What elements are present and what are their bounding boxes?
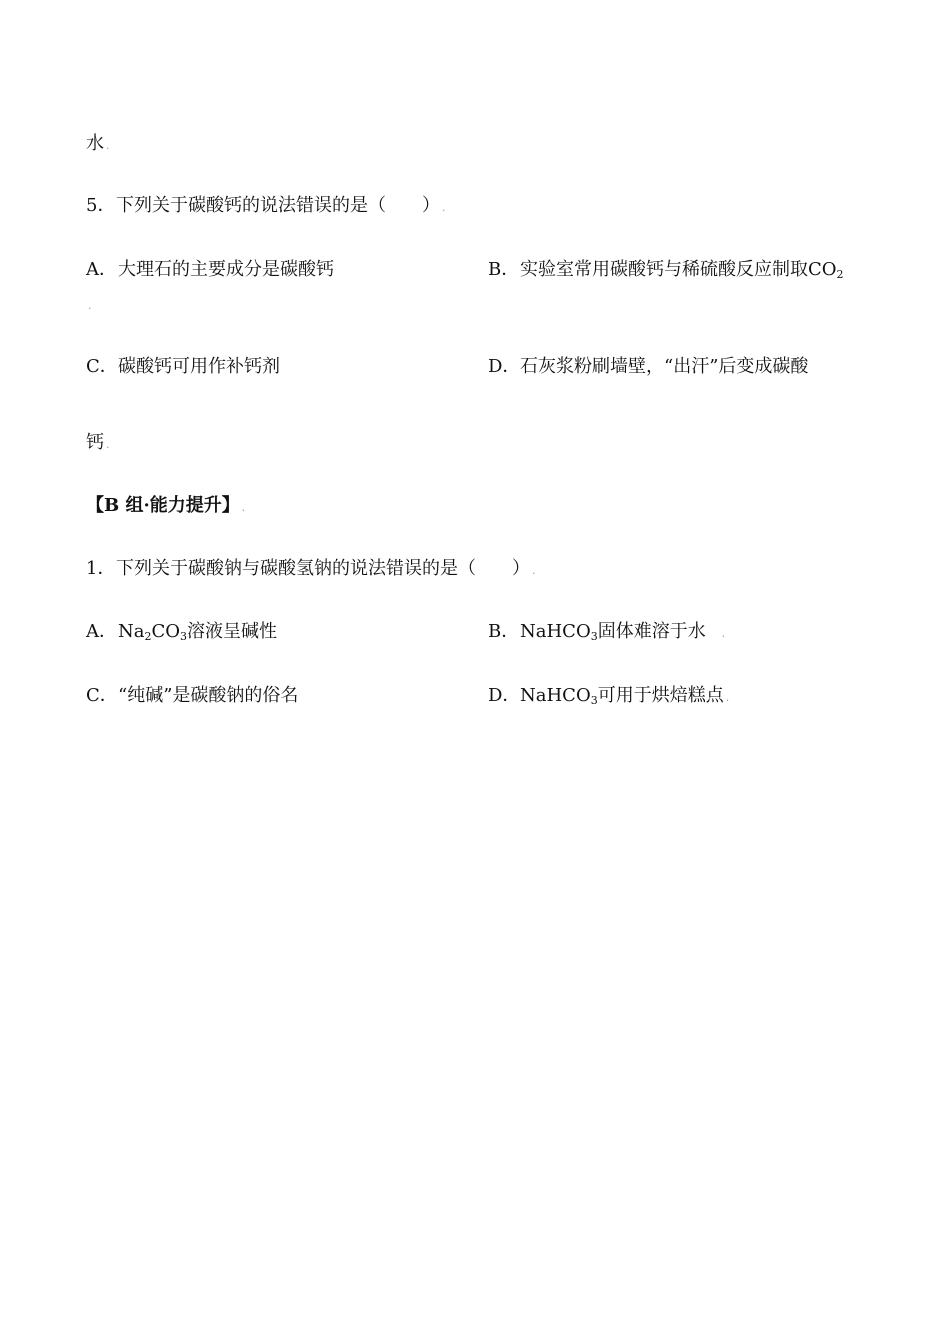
option-text: 实验室常用碳酸钙与稀硫酸反应制取 xyxy=(520,259,808,280)
option-text: 石灰浆粉刷墙壁，“出汗”后变成碳酸 xyxy=(520,356,809,377)
paragraph-mark: . xyxy=(106,438,110,451)
paragraph-mark: . xyxy=(241,501,246,514)
chemical-formula: NaHCO$_3$ xyxy=(520,685,598,707)
question-number: 5． xyxy=(86,195,116,216)
chemical-formula: NaHCO$_3$ xyxy=(520,621,598,643)
option-letter: C． xyxy=(86,356,118,377)
option-text: 大理石的主要成分是碳酸钙 xyxy=(118,259,334,280)
option-text: 溶液呈碱性 xyxy=(187,621,278,642)
option-d xyxy=(488,355,808,379)
option-c xyxy=(86,684,298,708)
paragraph-mark: . xyxy=(442,201,446,214)
option-letter: B． xyxy=(488,621,520,642)
option-d xyxy=(488,684,729,710)
continued-text-fragment: 水 . xyxy=(86,133,110,154)
option-letter: A． xyxy=(86,621,117,642)
option-letter: C． xyxy=(86,685,118,706)
option-text: 可用于烘焙糕点 xyxy=(597,685,724,706)
option-letter: D． xyxy=(488,685,521,706)
paragraph-mark: . xyxy=(721,627,726,640)
option-letter: A． xyxy=(86,259,117,280)
option-b xyxy=(488,258,844,282)
section-title: 【B 组·能力提升】 xyxy=(86,495,240,516)
question-1-stem xyxy=(86,557,536,583)
chemical-formula: $Na_2CO_3$ xyxy=(118,621,188,643)
paragraph-mark: . xyxy=(106,139,110,152)
option-c xyxy=(86,355,280,379)
paragraph-mark: . xyxy=(88,299,92,312)
option-d-continuation: 钙 . xyxy=(86,432,110,453)
option-a xyxy=(86,258,334,282)
option-b-mark-line xyxy=(86,292,92,318)
question-5-stem xyxy=(86,194,446,220)
option-text: 碳酸钙可用作补钙剂 xyxy=(118,356,280,377)
chemical-formula: $CO_2$ xyxy=(808,259,844,281)
option-b xyxy=(488,620,725,646)
paragraph-mark: . xyxy=(725,691,730,704)
question-text: 下列关于碳酸钙的说法错误的是（ ） xyxy=(116,195,440,216)
option-letter: D． xyxy=(488,356,521,377)
paragraph-mark: . xyxy=(532,564,536,577)
option-text: 固体难溶于水 xyxy=(597,621,706,642)
section-b-heading xyxy=(86,494,245,520)
option-text: “纯碱”是碳酸钠的俗名 xyxy=(118,685,299,706)
question-number: 1． xyxy=(86,558,116,579)
question-text: 下列关于碳酸钠与碳酸氢钠的说法错误的是（ ） xyxy=(116,558,530,579)
option-a xyxy=(86,620,277,644)
option-letter: B． xyxy=(488,259,520,280)
